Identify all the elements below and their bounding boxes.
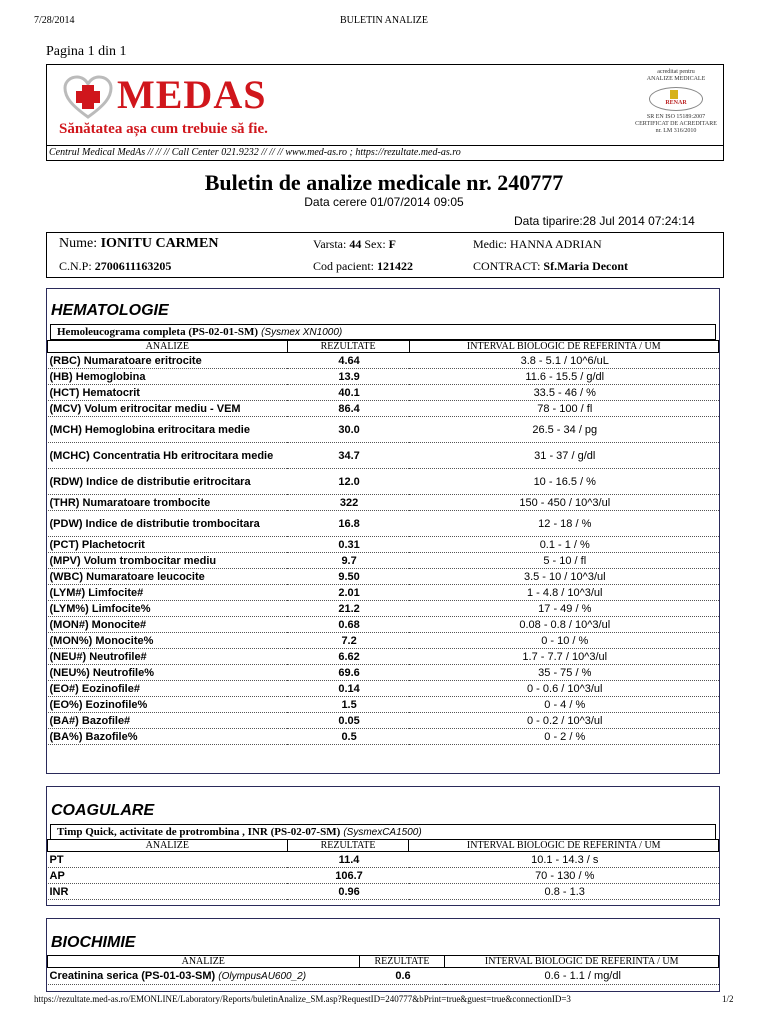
table-row xyxy=(48,353,719,369)
analysis-reference: 5 - 10 / fl xyxy=(409,553,718,569)
section-hematologie xyxy=(46,288,720,774)
table-row xyxy=(48,713,719,729)
patient-age: 44 xyxy=(349,237,362,251)
analysis-value: 0.14 xyxy=(287,681,409,697)
table-row xyxy=(48,369,719,385)
analysis-reference: 35 - 75 / % xyxy=(409,665,718,681)
analysis-name: (PCT) Plachetocrit xyxy=(48,537,288,553)
name-label: Nume: xyxy=(59,236,98,251)
cnp-label: C.N.P: xyxy=(59,259,92,273)
section-title: BIOCHIMIE xyxy=(51,934,136,951)
analysis-value: 1.5 xyxy=(287,697,409,713)
table-row xyxy=(48,553,719,569)
analysis-reference: 0 - 0.6 / 10^3/ul xyxy=(409,681,718,697)
analysis-name: (RBC) Numaratoare eritrocite xyxy=(48,353,288,369)
analysis-reference: 3.5 - 10 / 10^3/ul xyxy=(409,569,718,585)
analysis-name: (NEU%) Neutrofile% xyxy=(48,665,288,681)
report-title: Buletin de analize medicale nr. 240777 xyxy=(204,170,564,195)
logo-header xyxy=(46,64,724,146)
sex-label: Sex: xyxy=(364,237,386,251)
results-table xyxy=(47,839,719,900)
table-row xyxy=(48,511,719,537)
contact-line: Centrul Medical MedAs // // // Call Center 021.9232 // // // www.med-as.ro ; https://rezultate.med-as.ro xyxy=(46,146,724,161)
analysis-name: (HB) Hemoglobina xyxy=(48,369,288,385)
table-row xyxy=(48,417,719,443)
analysis-reference: 31 - 37 / g/dl xyxy=(409,443,718,469)
analysis-reference: 0 - 10 / % xyxy=(409,633,718,649)
analysis-value: 0.6 xyxy=(359,968,445,985)
patient-code: 121422 xyxy=(376,259,413,273)
test-group-header xyxy=(50,824,716,840)
page-label: Pagina 1 din 1 xyxy=(46,44,127,59)
medic-name: HANNA ADRIAN xyxy=(510,237,602,251)
table-row xyxy=(48,884,719,900)
code-label: Cod pacient: xyxy=(313,259,374,273)
analysis-reference: 11.6 - 15.5 / g/dl xyxy=(409,369,718,385)
test-group-name: Timp Quick, activitate de protrombina , INR (PS-02-07-SM) xyxy=(57,826,341,838)
accreditation-line5: nr. LM 316/2010 xyxy=(655,128,697,134)
analysis-value: 21.2 xyxy=(287,601,409,617)
analysis-value: 0.68 xyxy=(287,617,409,633)
analysis-reference: 1 - 4.8 / 10^3/ul xyxy=(409,585,718,601)
medic-label: Medic: xyxy=(473,237,507,251)
analysis-value: 16.8 xyxy=(287,511,409,537)
age-label: Varsta: xyxy=(313,237,347,251)
table-row xyxy=(48,585,719,601)
analysis-name: (MON%) Monocite% xyxy=(48,633,288,649)
print-title: BULETIN ANALIZE xyxy=(339,15,429,26)
col-analize: ANALIZE xyxy=(48,956,360,968)
col-analize: ANALIZE xyxy=(48,341,288,353)
analysis-value: 6.62 xyxy=(287,649,409,665)
results-table xyxy=(47,955,719,985)
analysis-name: (MPV) Volum trombocitar mediu xyxy=(48,553,288,569)
table-row xyxy=(48,401,719,417)
analysis-value: 12.0 xyxy=(287,469,409,495)
table-row xyxy=(48,697,719,713)
print-url: https://rezultate.med-as.ro/EMONLINE/Laboratory/Reports/buletinAnalize_SM.asp?RequestID=240777&bPrint=true&guest=true&connectionID=3 xyxy=(34,994,571,1004)
analysis-value: 0.5 xyxy=(287,729,409,745)
analysis-reference: 150 - 450 / 10^3/ul xyxy=(409,495,718,511)
analysis-name: (MCV) Volum eritrocitar mediu - VEM xyxy=(48,401,288,417)
analysis-reference: 12 - 18 / % xyxy=(409,511,718,537)
col-rezultate: REZULTATE xyxy=(287,341,409,353)
patient-cnp: 2700611163205 xyxy=(94,259,172,273)
analysis-value: 9.7 xyxy=(287,553,409,569)
table-row xyxy=(48,968,719,985)
analysis-name: (EO%) Eozinofile% xyxy=(48,697,288,713)
analysis-reference: 0 - 4 / % xyxy=(409,697,718,713)
analysis-name: (MCHC) Concentratia Hb eritrocitara medie xyxy=(48,443,288,469)
patient-info xyxy=(46,232,724,278)
col-analize: ANALIZE xyxy=(48,840,288,852)
analysis-name: (MON#) Monocite# xyxy=(48,617,288,633)
analysis-device: (OlympusAU600_2) xyxy=(218,970,307,982)
analysis-reference: 3.8 - 5.1 / 10^6/uL xyxy=(409,353,718,369)
analysis-value: 0.31 xyxy=(287,537,409,553)
analysis-name: (BA%) Bazofile% xyxy=(48,729,288,745)
analysis-value: 4.64 xyxy=(287,353,409,369)
analysis-name: (HCT) Hematocrit xyxy=(48,385,288,401)
table-row xyxy=(48,649,719,665)
analysis-value: 2.01 xyxy=(287,585,409,601)
table-row xyxy=(48,443,719,469)
test-group-header xyxy=(50,324,716,340)
print-date-time: Data tiparire:28 Jul 2014 07:24:14 xyxy=(514,214,695,228)
analysis-value: 0.05 xyxy=(287,713,409,729)
table-row xyxy=(48,868,719,884)
analysis-reference: 0.6 - 1.1 / mg/dl xyxy=(445,968,719,985)
print-page-number: 1/2 xyxy=(722,994,734,1004)
test-group-device: (SysmexCA1500) xyxy=(343,827,422,838)
analysis-value: 11.4 xyxy=(287,852,409,868)
section-biochimie xyxy=(46,918,720,992)
analysis-name: (RDW) Indice de distributie eritrocitara xyxy=(48,469,288,495)
heart-cross-icon xyxy=(63,75,113,119)
analysis-reference: 33.5 - 46 / % xyxy=(409,385,718,401)
analysis-name: (MCH) Hemoglobina eritrocitara medie xyxy=(48,417,288,443)
analysis-value: 106.7 xyxy=(287,868,409,884)
analysis-reference: 0.1 - 1 / % xyxy=(409,537,718,553)
analysis-value: 69.6 xyxy=(287,665,409,681)
analysis-reference: 17 - 49 / % xyxy=(409,601,718,617)
age-sex-row xyxy=(313,237,396,252)
analysis-value: 34.7 xyxy=(287,443,409,469)
medic-row xyxy=(473,237,602,252)
analysis-name: (WBC) Numaratoare leucocite xyxy=(48,569,288,585)
analysis-reference: 70 - 130 / % xyxy=(409,868,719,884)
analysis-reference: 10 - 16.5 / % xyxy=(409,469,718,495)
contract-row xyxy=(473,259,628,274)
analysis-reference: 0 - 0.2 / 10^3/ul xyxy=(409,713,718,729)
table-row xyxy=(48,681,719,697)
col-interval: INTERVAL BIOLOGIC DE REFERINTA / UM xyxy=(409,341,718,353)
analysis-value: 0.96 xyxy=(287,884,409,900)
analysis-value: 40.1 xyxy=(287,385,409,401)
table-row xyxy=(48,617,719,633)
table-row xyxy=(48,469,719,495)
analysis-name xyxy=(48,968,360,985)
analysis-reference: 0.08 - 0.8 / 10^3/ul xyxy=(409,617,718,633)
table-row xyxy=(48,569,719,585)
analysis-reference: 0 - 2 / % xyxy=(409,729,718,745)
col-rezultate: REZULTATE xyxy=(359,956,445,968)
analysis-value: 7.2 xyxy=(287,633,409,649)
results-table xyxy=(47,340,719,745)
patient-name: IONITU CARMEN xyxy=(100,236,219,251)
patient-code-row xyxy=(313,259,413,274)
section-title: COAGULARE xyxy=(51,802,155,819)
table-row xyxy=(48,495,719,511)
analysis-name: (LYM#) Limfocite# xyxy=(48,585,288,601)
section-title: HEMATOLOGIE xyxy=(51,302,169,319)
accreditation-line4: CERTIFICAT DE ACREDITARE xyxy=(635,121,717,127)
section-coagulare xyxy=(46,786,720,906)
analysis-name: (LYM%) Limfocite% xyxy=(48,601,288,617)
col-interval: INTERVAL BIOLOGIC DE REFERINTA / UM xyxy=(409,840,719,852)
table-row xyxy=(48,601,719,617)
analysis-name: (THR) Numaratoare trombocite xyxy=(48,495,288,511)
analysis-value: 13.9 xyxy=(287,369,409,385)
renar-badge: RENAR xyxy=(665,100,687,106)
analysis-name: (PDW) Indice de distributie trombocitara xyxy=(48,511,288,537)
accreditation-line3: SR EN ISO 15189:2007 xyxy=(646,114,706,120)
analysis-value: 9.50 xyxy=(287,569,409,585)
renar-logo xyxy=(649,87,703,111)
cnp-row xyxy=(59,259,171,274)
analysis-name: PT xyxy=(48,852,288,868)
analysis-value: 86.4 xyxy=(287,401,409,417)
patient-name-row xyxy=(59,236,218,252)
analysis-name-text: Creatinina serica (PS-01-03-SM) xyxy=(49,969,216,982)
accreditation-line2: ANALIZE MEDICALE xyxy=(646,76,706,82)
analysis-name: (EO#) Eozinofile# xyxy=(48,681,288,697)
analysis-name: (NEU#) Neutrofile# xyxy=(48,649,288,665)
analysis-reference: 10.1 - 14.3 / s xyxy=(409,852,719,868)
accreditation-block xyxy=(631,69,721,135)
table-row xyxy=(48,385,719,401)
analysis-name: AP xyxy=(48,868,288,884)
renar-emblem-icon xyxy=(670,90,678,99)
analysis-reference: 1.7 - 7.7 / 10^3/ul xyxy=(409,649,718,665)
contract-value: Sf.Maria Decont xyxy=(543,259,629,273)
analysis-name: (BA#) Bazofile# xyxy=(48,713,288,729)
analysis-value: 30.0 xyxy=(287,417,409,443)
table-row xyxy=(48,729,719,745)
test-group-device: (Sysmex XN1000) xyxy=(261,327,343,338)
analysis-reference: 26.5 - 34 / pg xyxy=(409,417,718,443)
analysis-reference: 78 - 100 / fl xyxy=(409,401,718,417)
table-row xyxy=(48,537,719,553)
request-date: Data cerere 01/07/2014 09:05 xyxy=(304,195,464,209)
brand-slogan: Sănătatea așa cum trebuie să fie. xyxy=(59,121,268,137)
table-row xyxy=(48,852,719,868)
table-row xyxy=(48,665,719,681)
col-rezultate: REZULTATE xyxy=(287,840,409,852)
test-group-name: Hemoleucograma completa (PS-02-01-SM) xyxy=(57,326,259,338)
analysis-name: INR xyxy=(48,884,288,900)
analysis-reference: 0.8 - 1.3 xyxy=(409,884,719,900)
col-interval: INTERVAL BIOLOGIC DE REFERINTA / UM xyxy=(445,956,719,968)
accreditation-line1: acreditat pentru xyxy=(657,69,695,75)
brand-logo-text: MEDAS xyxy=(117,72,267,117)
table-row xyxy=(48,633,719,649)
analysis-value: 322 xyxy=(287,495,409,511)
patient-sex: F xyxy=(388,237,397,251)
contract-label: CONTRACT: xyxy=(473,259,541,273)
print-date: 7/28/2014 xyxy=(34,15,75,26)
